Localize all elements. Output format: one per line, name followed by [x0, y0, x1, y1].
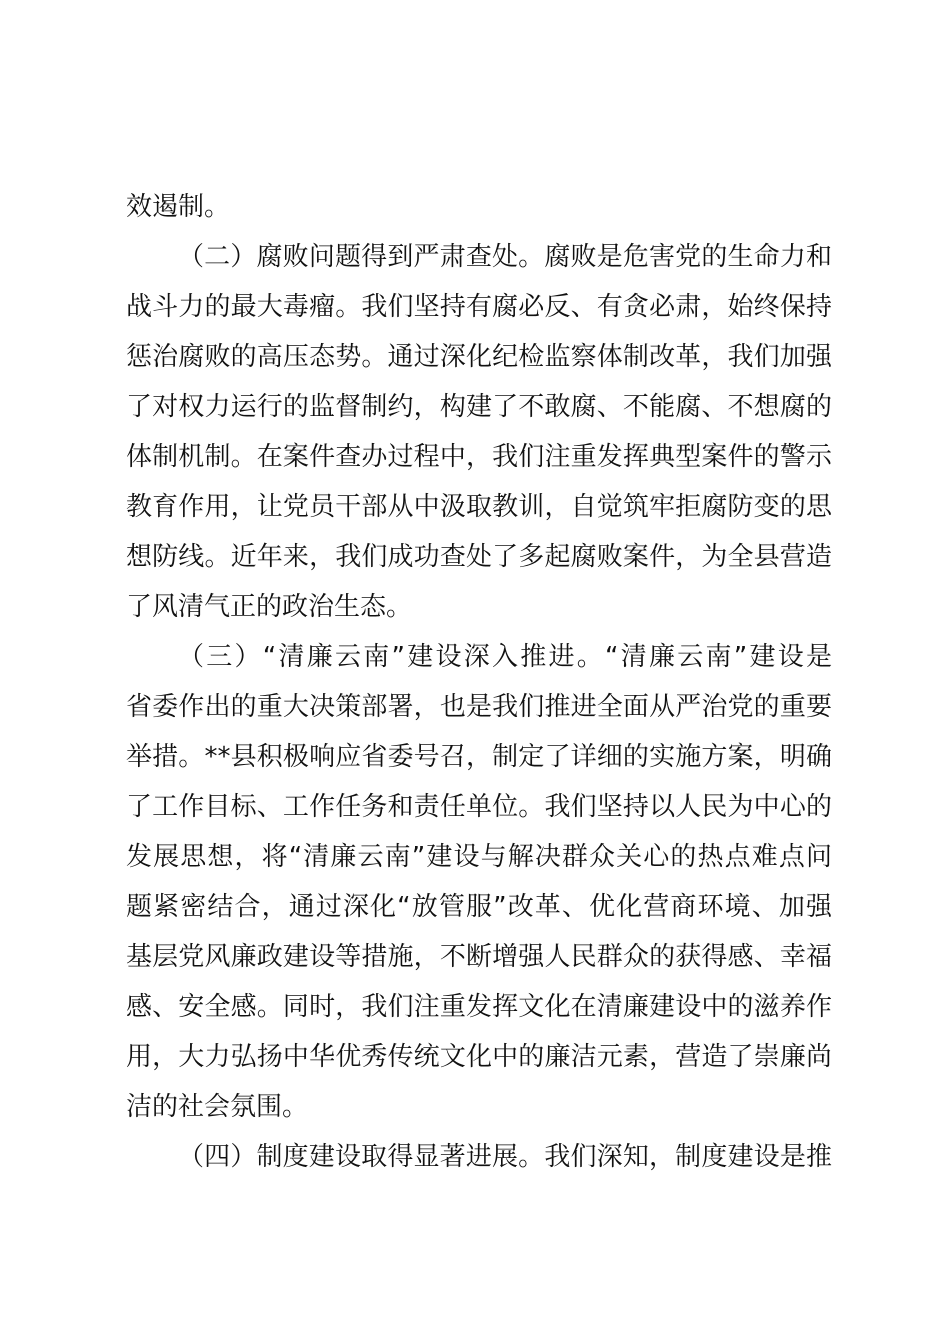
section-heading-line: （二）腐败问题得到严肃查处。腐败是危害党的生命力和: [178, 242, 832, 272]
text-line: 了工作目标、工作任务和责任单位。我们坚持以人民为中心的: [126, 792, 832, 822]
text-line: 惩治腐败的高压态势。通过深化纪检监察体制改革，我们加强: [126, 342, 832, 372]
text-line: 洁的社会氛围。: [126, 1092, 309, 1122]
text-line: 教育作用，让党员干部从中汲取教训，自觉筑牢拒腐防变的思: [126, 492, 832, 522]
text-line: 省委作出的重大决策部署，也是我们推进全面从严治党的重要: [126, 692, 832, 722]
text-line: 发展思想，将“清廉云南”建设与解决群众关心的热点难点问: [126, 842, 832, 872]
text-line: 题紧密结合，通过深化“放管服”改革、优化营商环境、加强: [126, 892, 832, 922]
text-line: 了风清气正的政治生态。: [126, 592, 413, 622]
text-line: 效遏制。: [126, 192, 231, 222]
text-line: 了对权力运行的监督制约，构建了不敢腐、不能腐、不想腐的: [126, 392, 832, 422]
text-line: 战斗力的最大毒瘤。我们坚持有腐必反、有贪必肃，始终保持: [126, 292, 832, 322]
text-line: 用，大力弘扬中华优秀传统文化中的廉洁元素，营造了崇廉尚: [126, 1042, 832, 1072]
document-body: [126, 182, 832, 1182]
section-heading-line: （四）制度建设取得显著进展。我们深知，制度建设是推: [178, 1142, 832, 1172]
text-line: 举措。**县积极响应省委号召，制定了详细的实施方案，明确: [126, 742, 832, 772]
text-line: 想防线。近年来，我们成功查处了多起腐败案件，为全县营造: [126, 542, 832, 572]
text-line: 感、安全感。同时，我们注重发挥文化在清廉建设中的滋养作: [126, 992, 832, 1022]
text-line: 体制机制。在案件查办过程中，我们注重发挥典型案件的警示: [126, 442, 832, 472]
section-heading-line: （三）“清廉云南”建设深入推进。“清廉云南”建设是: [178, 642, 832, 672]
text-line: 基层党风廉政建设等措施，不断增强人民群众的获得感、幸福: [126, 942, 832, 972]
